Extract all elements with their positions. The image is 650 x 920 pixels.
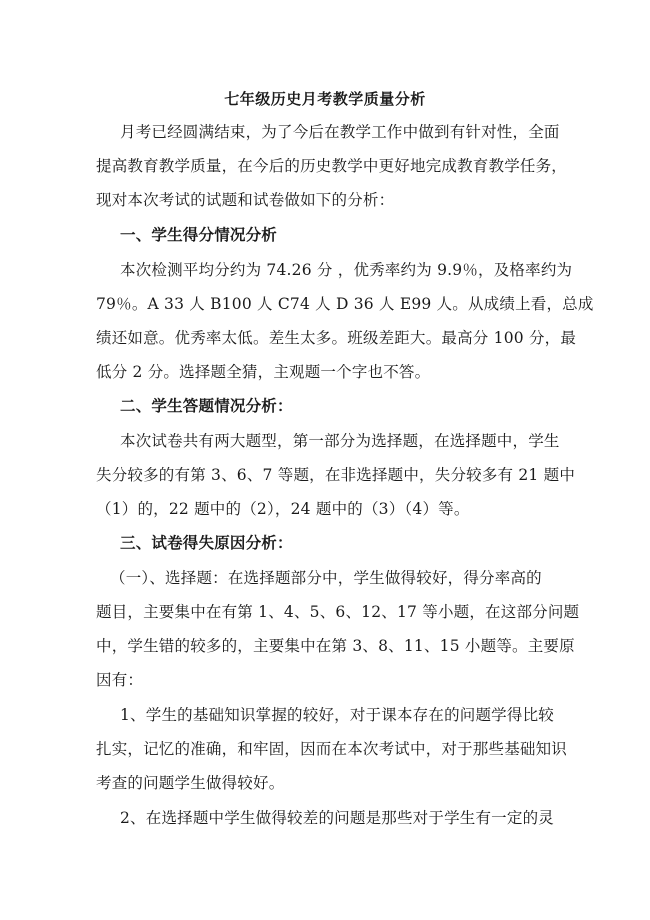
paragraph-reason1-line-1: 1、学生的基础知识掌握的较好，对于课本存在的问题学得比较 <box>120 706 554 724</box>
paragraph-answers-line-1: 本次试卷共有两大题型，第一部分为选择题，在选择题中，学生 <box>120 432 560 450</box>
paragraph-reason1-line-2: 扎实，记忆的准确，和牢固，因而在本次考试中，对于那些基础知识 <box>96 740 568 758</box>
paragraph-choice-line-1: （一）、选择题：在选择题部分中，学生做得较好，得分率高的 <box>110 569 542 587</box>
paragraph-intro-line-3: 现对本次考试的试题和试卷做如下的分析： <box>96 191 395 209</box>
section-heading-2: 二、学生答题情况分析： <box>120 396 293 415</box>
paragraph-scores-line-2: 79％。A 33 人 B100 人 C74 人 D 36 人 E99 人。从成绩上看，总成 <box>96 295 594 313</box>
paragraph-choice-line-2: 题目，主要集中在有第 1、4、5、6、12、17 等小题，在这部分问题 <box>96 603 580 621</box>
paragraph-answers-line-2: 失分较多的有第 3、6、7 等题，在非选择题中，失分较多有 21 题中 <box>96 466 576 484</box>
paragraph-reason2-line-1: 2、在选择题中学生做得较差的问题是那些对于学生有一定的灵 <box>120 809 554 827</box>
paragraph-scores-line-4: 低分 2 分。选择题全猜，主观题一个字也不答。 <box>96 363 431 381</box>
paragraph-answers-line-3: （1）的，22 题中的（2），24 题中的（3）（4）等。 <box>96 500 470 518</box>
document-title: 七年级历史月考教学质量分析 <box>224 90 426 108</box>
paragraph-intro-line-2: 提高教育教学质量，在今后的历史教学中更好地完成教育教学任务， <box>96 157 568 175</box>
paragraph-choice-line-3: 中，学生错的较多的，主要集中在第 3、8、11、15 小题等。主要原 <box>96 637 575 655</box>
paragraph-scores-line-3: 绩还如意。优秀率太低。差生太多。班级差距大。最高分 100 分，最 <box>96 329 577 347</box>
section-heading-1: 一、学生得分情况分析 <box>120 225 278 244</box>
paragraph-choice-line-4: 因有： <box>96 671 144 689</box>
paragraph-reason1-line-3: 考查的问题学生做得较好。 <box>96 774 285 792</box>
section-heading-3: 三、试卷得失原因分析： <box>120 533 293 552</box>
paragraph-intro-line-1: 月考已经圆满结束，为了今后在教学工作中做到有针对性，全面 <box>120 123 560 141</box>
paragraph-scores-line-1: 本次检测平均分约为 74.26 分 ，优秀率约为 9.9％，及格率约为 <box>120 261 573 279</box>
